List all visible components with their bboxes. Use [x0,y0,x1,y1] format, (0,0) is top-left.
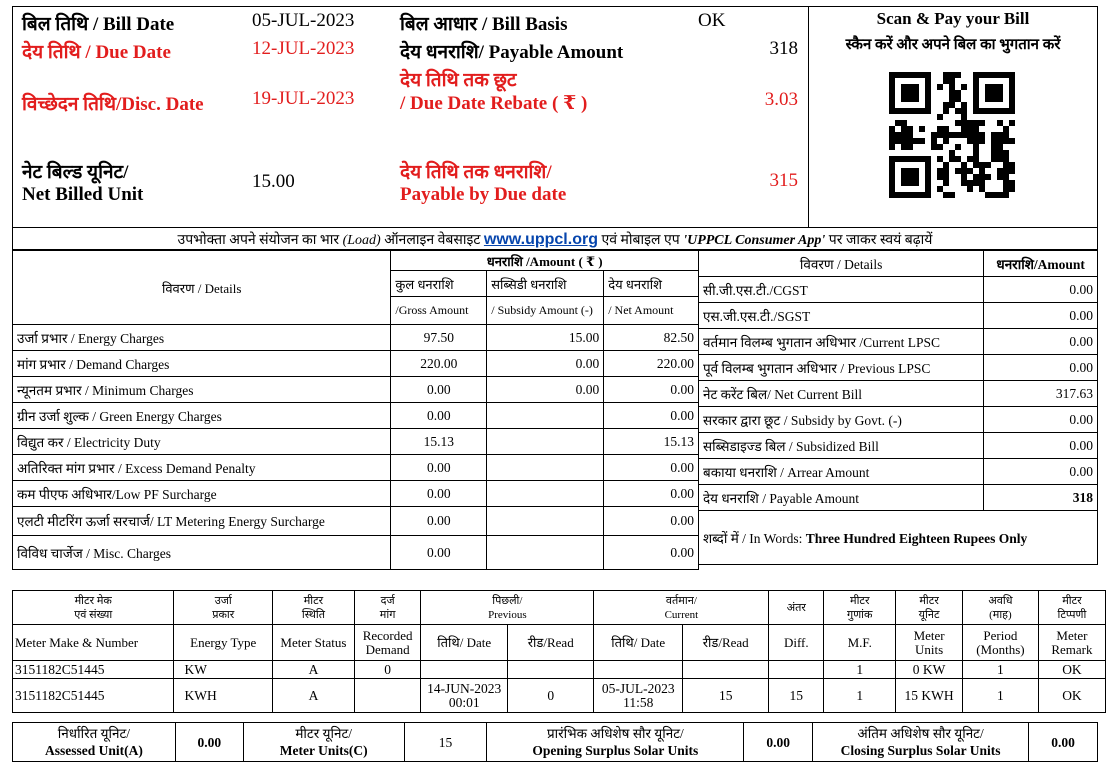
charge-subsidy [487,481,604,507]
summary-label: सरकार द्वारा छूट / Subsidy by Govt. (-) [699,407,984,433]
meter-row [13,661,1106,679]
charge-gross: 0.00 [391,403,487,429]
units-header: Meter Units [896,625,963,661]
summary-value: 0.00 [984,277,1098,303]
opening-solar-value: 0.00 [744,723,813,762]
summary-value: 0.00 [984,355,1098,381]
charge-net: 0.00 [604,507,699,536]
summary-value: 0.00 [984,459,1098,485]
prev-read-header: रीड/Read [508,625,594,661]
meter-table [12,590,1106,713]
charge-row [13,377,699,403]
period-header-hi: अवधि (माह) [962,591,1038,625]
meter-mf: 1 [824,661,896,679]
charge-row [13,325,699,351]
charge-subsidy [487,507,604,536]
charge-net: 220.00 [604,351,699,377]
rebate-value: 3.03 [764,89,798,110]
bill-date-value: 05-JUL-2023 [252,10,355,31]
opening-solar-label: प्रारंभिक अधिशेष सौर यूनिट/ Opening Surplus Solar Units [487,723,744,762]
in-words-value: Three Hundred Eighteen Rupees Only [805,530,1028,546]
net-header-hi: देय धनराशि [604,271,699,297]
summary-row [699,381,1098,407]
charge-label: मांग प्रभार / Demand Charges [13,351,391,377]
right-amount-header: धनराशि/Amount [984,251,1098,277]
meter-diff [769,661,824,679]
net-billed-unit-label-en: Net Billed Unit [22,184,144,205]
mf-header-hi: मीटर गुणांक [824,591,896,625]
load-notice-text [12,230,1098,249]
charge-subsidy: 0.00 [487,351,604,377]
charge-row [13,351,699,377]
bill-summary-table [698,250,1098,565]
charge-label: कम पीएफ अधिभार/Low PF Surcharge [13,481,391,507]
assessed-unit-label: निर्धारित यूनिट/ Assessed Unit(A) [13,723,176,762]
charge-subsidy [487,536,604,570]
charge-row [13,455,699,481]
units-table [12,722,1098,762]
meter-rec: 0 [354,661,420,679]
charge-row [13,536,699,570]
subsidy-header-hi: सब्सिडी धनराशि [487,271,604,297]
summary-label: सी.जी.एस.टी./CGST [699,277,984,303]
meter-prev-date [421,661,508,679]
notice-app: 'UPPCL Consumer App' [683,233,826,248]
disc-date-value: 19-JUL-2023 [252,88,355,109]
meter-mf: 1 [824,679,896,713]
charge-label: विविध चार्जेज / Misc. Charges [13,536,391,570]
energy-type-header-hi: उर्जा प्रकार [174,591,273,625]
in-words-cell [699,511,1098,565]
units-header-hi: मीटर यूनिट [896,591,963,625]
summary-label: बकाया धनराशि / Arrear Amount [699,459,984,485]
closing-solar-label: अंतिम अधिशेष सौर यूनिट/ Closing Surplus Solar Units [813,723,1029,762]
meter-status: A [272,679,354,713]
charge-net: 0.00 [604,455,699,481]
meter-remark: OK [1038,661,1105,679]
summary-value: 318 [984,485,1098,511]
charge-label: ग्रीन उर्जा शुल्क / Green Energy Charges [13,403,391,429]
charge-label: विद्युत कर / Electricity Duty [13,429,391,455]
in-words-label: शब्दों में / In Words: [703,530,806,546]
meter-make-header-hi: मीटर मेक एवं संख्या [13,591,174,625]
meter-prev-read: 0 [508,679,594,713]
charge-label: एलटी मीटरिंग ऊर्जा सरचार्ज/ LT Metering Energy Surcharge [13,507,391,536]
meter-make: 3151182C51445 [13,661,174,679]
payable-by-due-value: 315 [769,170,798,191]
meter-type: KW [174,661,273,679]
charge-subsidy: 15.00 [487,325,604,351]
scan-pay-subtitle: स्कैन करें और अपने बिल का भुगतान करें [845,37,1061,53]
remark-header-hi: मीटर टिप्पणी [1038,591,1105,625]
charge-gross: 0.00 [391,455,487,481]
meter-prev-date: 14-JUN-2023 00:01 [421,679,508,713]
closing-solar-value: 0.00 [1029,723,1098,762]
charge-gross: 220.00 [391,351,487,377]
meter-cur-read: 15 [683,679,769,713]
notice-load: (Load) [342,233,381,248]
gross-header-en: /Gross Amount [391,297,487,325]
summary-row [699,277,1098,303]
charge-subsidy: 0.00 [487,377,604,403]
charges-details-header: विवरण / Details [13,251,391,325]
meter-units-label: मीटर यूनिट/ Meter Units(C) [243,723,404,762]
charge-label: अतिरिक्त मांग प्रभार / Excess Demand Penalty [13,455,391,481]
meter-row [13,679,1106,713]
charge-net: 0.00 [604,377,699,403]
meter-make-header: Meter Make & Number [13,625,174,661]
meter-cur-date: 05-JUL-2023 11:58 [594,679,683,713]
summary-label: पूर्व विलम्ब भुगतान अधिभार / Previous LPSC [699,355,984,381]
charge-gross: 0.00 [391,481,487,507]
right-details-header: विवरण / Details [699,251,984,277]
summary-label: वर्तमान विलम्ब भुगतान अधिभार /Current LPSC [699,329,984,355]
summary-row [699,303,1098,329]
meter-units: 0 KW [896,661,963,679]
meter-rec [354,679,420,713]
summary-value: 0.00 [984,433,1098,459]
meter-prev-read [508,661,594,679]
previous-header: पिछली/ Previous [421,591,594,625]
charge-net: 15.13 [604,429,699,455]
summary-value: 0.00 [984,303,1098,329]
meter-cur-date [594,661,683,679]
meter-units: 15 KWH [896,679,963,713]
summary-value: 317.63 [984,381,1098,407]
subsidy-header-en: / Subsidy Amount (-) [487,297,604,325]
assessed-unit-value: 0.00 [175,723,243,762]
meter-cur-read [683,661,769,679]
notice-mid: ऑनलाइन वेबसाइट [380,233,484,248]
summary-row [699,407,1098,433]
scan-pay-title: Scan & Pay your Bill [876,9,1030,28]
diff-header: Diff. [769,625,824,661]
payable-by-due-label-en: Payable by Due date [400,184,567,205]
mf-header: M.F. [824,625,896,661]
disc-date-label: विच्छेदन तिथि/Disc. Date [22,94,204,115]
summary-label: एस.जी.एस.टी./SGST [699,303,984,329]
net-billed-unit-value: 15.00 [252,171,295,192]
recorded-demand-header-hi: दर्ज मांग [354,591,420,625]
current-header: वर्तमान/ Current [594,591,769,625]
charge-gross: 15.13 [391,429,487,455]
charge-gross: 0.00 [391,377,487,403]
bill-basis-label: बिल आधार / Bill Basis [400,14,568,35]
notice-mid2: एवं मोबाइल एप [597,233,684,248]
charge-row [13,481,699,507]
charge-net: 0.00 [604,481,699,507]
charge-row [13,429,699,455]
meter-make: 3151182C51445 [13,679,174,713]
summary-row [699,459,1098,485]
payable-amount-label: देय धनराशि/ Payable Amount [400,42,624,63]
charge-label: उर्जा प्रभार / Energy Charges [13,325,391,351]
meter-remark: OK [1038,679,1105,713]
charge-subsidy [487,455,604,481]
meter-status: A [272,661,354,679]
qr-code-icon[interactable] [889,72,1015,198]
due-date-value: 12-JUL-2023 [252,38,355,59]
notice-post: पर जाकर स्वयं बढ़ायें [825,233,933,248]
payable-by-due-label-hi: देय तिथि तक धनराशि/ [400,162,552,183]
cur-read-header: रीड/Read [683,625,769,661]
due-date-label: देय तिथि / Due Date [22,42,171,63]
notice-pre: उपभोक्ता अपने संयोजन का भार [177,233,343,248]
cur-date-header: तिथि/ Date [594,625,683,661]
energy-type-header: Energy Type [174,625,273,661]
net-header-en: / Net Amount [604,297,699,325]
meter-type: KWH [174,679,273,713]
summary-row [699,355,1098,381]
summary-label: सब्सिडाइज्ड बिल / Subsidized Bill [699,433,984,459]
charge-net: 0.00 [604,403,699,429]
meter-period: 1 [962,679,1038,713]
charge-net: 0.00 [604,536,699,570]
period-header: Period (Months) [962,625,1038,661]
remark-header: Meter Remark [1038,625,1105,661]
charges-amount-header: धनराशि /Amount ( ₹ ) [391,251,699,271]
gross-header-hi: कुल धनराशि [391,271,487,297]
summary-value: 0.00 [984,407,1098,433]
meter-diff: 15 [769,679,824,713]
charge-subsidy [487,403,604,429]
charge-row [13,507,699,536]
charge-label: न्यूनतम प्रभार / Minimum Charges [13,377,391,403]
summary-value: 0.00 [984,329,1098,355]
summary-row [699,485,1098,511]
charge-net: 82.50 [604,325,699,351]
bill-basis-value: OK [698,10,726,31]
rebate-label-en: / Due Date Rebate ( ₹ ) [400,93,588,114]
recorded-demand-header: Recorded Demand [354,625,420,661]
uppcl-website-link[interactable]: www.uppcl.org [483,231,598,248]
summary-row [699,329,1098,355]
meter-status-header-hi: मीटर स्थिति [272,591,354,625]
charge-gross: 0.00 [391,536,487,570]
meter-period: 1 [962,661,1038,679]
charge-gross: 97.50 [391,325,487,351]
prev-date-header: तिथि/ Date [421,625,508,661]
meter-status-header: Meter Status [272,625,354,661]
meter-units-value: 15 [404,723,487,762]
charges-table [12,250,699,570]
charge-row [13,403,699,429]
summary-label: देय धनराशि / Payable Amount [699,485,984,511]
net-billed-unit-label-hi: नेट बिल्ड यूनिट/ [22,162,129,183]
charge-subsidy [487,429,604,455]
payable-amount-value: 318 [769,38,798,59]
summary-label: नेट करेंट बिल/ Net Current Bill [699,381,984,407]
summary-row [699,433,1098,459]
bill-date-label: बिल तिथि / Bill Date [22,14,175,35]
rebate-label-hi: देय तिथि तक छूट [400,70,517,91]
charge-gross: 0.00 [391,507,487,536]
diff-header-hi: अंतर [769,591,824,625]
